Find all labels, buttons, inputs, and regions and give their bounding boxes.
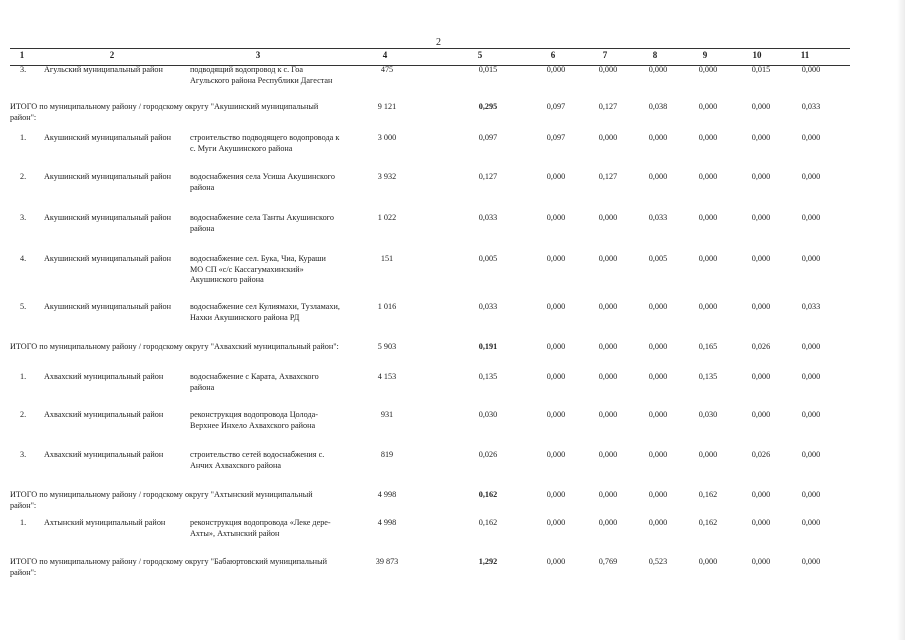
value-col-7: 0,769 <box>598 557 618 566</box>
value-col-11: 0,000 <box>801 213 821 222</box>
value-col-10: 0,000 <box>751 410 771 419</box>
value-col-7: 0,000 <box>598 213 618 222</box>
value-col-5: 0,030 <box>478 410 498 419</box>
value-col-10: 0,000 <box>751 213 771 222</box>
value-col-5: 0,135 <box>478 372 498 381</box>
header-col-11: 11 <box>800 50 810 60</box>
value-col-4: 4 998 <box>377 518 397 527</box>
row-number: 1. <box>20 372 27 381</box>
value-col-11: 0,033 <box>801 302 821 311</box>
row-number: 2. <box>20 410 27 419</box>
value-col-4: 1 022 <box>377 213 397 222</box>
value-col-11: 0,000 <box>801 410 821 419</box>
value-col-9: 0,135 <box>698 372 718 381</box>
object-description: реконструкция водопровода «Леке дере-Ахты», Ахтынский район <box>190 518 331 538</box>
value-col-7: 0,000 <box>598 133 618 142</box>
value-col-5: 0,162 <box>478 490 498 499</box>
value-col-5: 0,097 <box>478 133 498 142</box>
value-col-4: 931 <box>380 410 394 419</box>
value-col-10: 0,015 <box>751 65 771 74</box>
value-col-7: 0,000 <box>598 490 618 499</box>
value-col-7: 0,000 <box>598 302 618 311</box>
district-name: Акушинский муниципальный район <box>44 172 171 181</box>
header-col-3: 3 <box>255 50 261 60</box>
value-col-6: 0,000 <box>546 302 566 311</box>
district-name: Акушинский муниципальный район <box>44 133 171 142</box>
value-col-11: 0,000 <box>801 342 821 351</box>
value-col-7: 0,000 <box>598 254 618 263</box>
value-col-6: 0,000 <box>546 213 566 222</box>
object-description: строительство подводящего водопровода к с. Муги Акушинского района <box>190 133 340 153</box>
value-col-10: 0,000 <box>751 557 771 566</box>
value-col-8: 0,033 <box>648 213 668 222</box>
value-col-5: 0,015 <box>478 65 498 74</box>
value-col-6: 0,000 <box>546 65 566 74</box>
header-col-5: 5 <box>477 50 483 60</box>
value-col-9: 0,165 <box>698 342 718 351</box>
value-col-10: 0,026 <box>751 450 771 459</box>
header-col-1: 1 <box>19 50 25 60</box>
value-col-5: 1,292 <box>478 557 498 566</box>
object-description: реконструкция водопровода Цолода-Верхнее Инхело Ахвахского района <box>190 410 318 430</box>
page-number: 2 <box>436 37 441 48</box>
value-col-4: 819 <box>380 450 394 459</box>
row-number: 1. <box>20 518 27 527</box>
value-col-9: 0,000 <box>698 213 718 222</box>
value-col-4: 39 873 <box>375 557 399 566</box>
district-name: Агульский муниципальный район <box>44 65 163 74</box>
total-label: ИТОГО по муниципальному району / городскому округу "Ахвахский муниципальный район": <box>10 342 339 351</box>
value-col-9: 0,000 <box>698 133 718 142</box>
value-col-6: 0,000 <box>546 254 566 263</box>
row-number: 3. <box>20 450 27 459</box>
value-col-6: 0,000 <box>546 518 566 527</box>
district-name: Акушинский муниципальный район <box>44 213 171 222</box>
row-number: 2. <box>20 172 27 181</box>
value-col-8: 0,000 <box>648 65 668 74</box>
value-col-9: 0,000 <box>698 254 718 263</box>
value-col-11: 0,000 <box>801 490 821 499</box>
value-col-8: 0,000 <box>648 302 668 311</box>
object-description: водоснабжение сел. Бука, Чиа, Кураши МО СП «с/с Кассагумахинский» Акушинского района <box>190 254 326 284</box>
value-col-8: 0,523 <box>648 557 668 566</box>
value-col-6: 0,000 <box>546 372 566 381</box>
value-col-8: 0,000 <box>648 372 668 381</box>
value-col-4: 1 016 <box>377 302 397 311</box>
scan-edge-shadow <box>897 0 905 640</box>
value-col-11: 0,000 <box>801 172 821 181</box>
district-name: Акушинский муниципальный район <box>44 302 171 311</box>
value-col-11: 0,000 <box>801 450 821 459</box>
row-number: 3. <box>20 213 27 222</box>
value-col-6: 0,000 <box>546 450 566 459</box>
total-label: ИТОГО по муниципальному району / городскому округу "Бабаюртовский муниципальный район": <box>10 557 327 577</box>
table-header-row <box>10 48 850 66</box>
district-name: Ахвахский муниципальный район <box>44 450 164 459</box>
value-col-10: 0,000 <box>751 372 771 381</box>
value-col-5: 0,033 <box>478 302 498 311</box>
value-col-5: 0,162 <box>478 518 498 527</box>
value-col-6: 0,000 <box>546 342 566 351</box>
value-col-8: 0,038 <box>648 102 668 111</box>
value-col-11: 0,000 <box>801 254 821 263</box>
value-col-4: 4 998 <box>377 490 397 499</box>
value-col-8: 0,000 <box>648 410 668 419</box>
district-name: Ахтынский муниципальный район <box>44 518 166 527</box>
value-col-8: 0,000 <box>648 172 668 181</box>
value-col-10: 0,000 <box>751 172 771 181</box>
value-col-9: 0,000 <box>698 172 718 181</box>
object-description: водоснабжения села Усиша Акушинского района <box>190 172 335 192</box>
value-col-9: 0,162 <box>698 518 718 527</box>
object-description: строительство сетей водоснабжения с. Анчих Ахвахского района <box>190 450 325 470</box>
value-col-5: 0,005 <box>478 254 498 263</box>
value-col-6: 0,097 <box>546 102 566 111</box>
value-col-5: 0,127 <box>478 172 498 181</box>
value-col-11: 0,033 <box>801 102 821 111</box>
row-number: 3. <box>20 65 27 74</box>
value-col-9: 0,162 <box>698 490 718 499</box>
header-col-10: 10 <box>752 50 762 60</box>
value-col-11: 0,000 <box>801 372 821 381</box>
value-col-5: 0,033 <box>478 213 498 222</box>
value-col-10: 0,000 <box>751 133 771 142</box>
value-col-4: 3 932 <box>377 172 397 181</box>
value-col-6: 0,000 <box>546 490 566 499</box>
value-col-11: 0,000 <box>801 518 821 527</box>
value-col-9: 0,000 <box>698 450 718 459</box>
value-col-8: 0,000 <box>648 133 668 142</box>
value-col-8: 0,005 <box>648 254 668 263</box>
value-col-6: 0,097 <box>546 133 566 142</box>
value-col-8: 0,000 <box>648 518 668 527</box>
value-col-6: 0,000 <box>546 410 566 419</box>
header-col-7: 7 <box>602 50 608 60</box>
value-col-7: 0,000 <box>598 410 618 419</box>
value-col-10: 0,000 <box>751 490 771 499</box>
value-col-11: 0,000 <box>801 65 821 74</box>
value-col-4: 3 000 <box>377 133 397 142</box>
row-number: 4. <box>20 254 27 263</box>
value-col-7: 0,127 <box>598 102 618 111</box>
value-col-5: 0,026 <box>478 450 498 459</box>
value-col-4: 151 <box>380 254 394 263</box>
header-col-9: 9 <box>702 50 708 60</box>
value-col-6: 0,000 <box>546 172 566 181</box>
value-col-5: 0,191 <box>478 342 498 351</box>
value-col-4: 9 121 <box>377 102 397 111</box>
value-col-9: 0,030 <box>698 410 718 419</box>
value-col-4: 5 903 <box>377 342 397 351</box>
value-col-6: 0,000 <box>546 557 566 566</box>
district-name: Ахвахский муниципальный район <box>44 410 164 419</box>
value-col-8: 0,000 <box>648 490 668 499</box>
value-col-11: 0,000 <box>801 133 821 142</box>
value-col-9: 0,000 <box>698 302 718 311</box>
value-col-10: 0,000 <box>751 254 771 263</box>
value-col-8: 0,000 <box>648 342 668 351</box>
header-col-4: 4 <box>382 50 388 60</box>
value-col-9: 0,000 <box>698 557 718 566</box>
district-name: Акушинский муниципальный район <box>44 254 171 263</box>
total-label: ИТОГО по муниципальному району / городскому округу "Акушинский муниципальный район": <box>10 102 319 122</box>
value-col-8: 0,000 <box>648 450 668 459</box>
object-description: водоснабжение с Карата, Ахвахского района <box>190 372 319 392</box>
value-col-10: 0,026 <box>751 342 771 351</box>
value-col-7: 0,000 <box>598 65 618 74</box>
value-col-10: 0,000 <box>751 102 771 111</box>
value-col-7: 0,000 <box>598 450 618 459</box>
total-label: ИТОГО по муниципальному району / городскому округу "Ахтынский муниципальный район": <box>10 490 313 510</box>
header-col-2: 2 <box>109 50 115 60</box>
row-number: 1. <box>20 133 27 142</box>
value-col-11: 0,000 <box>801 557 821 566</box>
value-col-10: 0,000 <box>751 302 771 311</box>
value-col-5: 0,295 <box>478 102 498 111</box>
value-col-9: 0,000 <box>698 102 718 111</box>
district-name: Ахвахский муниципальный район <box>44 372 164 381</box>
value-col-7: 0,127 <box>598 172 618 181</box>
value-col-4: 4 153 <box>377 372 397 381</box>
header-col-6: 6 <box>550 50 556 60</box>
object-description: водоснабжение сел Кулиямахи, Тузламахи, Нахки Акушинского района РД <box>190 302 340 322</box>
value-col-7: 0,000 <box>598 372 618 381</box>
object-description: водоснабжение села Танты Акушинского района <box>190 213 334 233</box>
object-description: подводящий водопровод к с. Гоа Агульского района Республики Дагестан <box>190 65 333 85</box>
value-col-4: 475 <box>380 65 394 74</box>
value-col-10: 0,000 <box>751 518 771 527</box>
row-number: 5. <box>20 302 27 311</box>
value-col-7: 0,000 <box>598 518 618 527</box>
header-col-8: 8 <box>652 50 658 60</box>
value-col-9: 0,000 <box>698 65 718 74</box>
value-col-7: 0,000 <box>598 342 618 351</box>
